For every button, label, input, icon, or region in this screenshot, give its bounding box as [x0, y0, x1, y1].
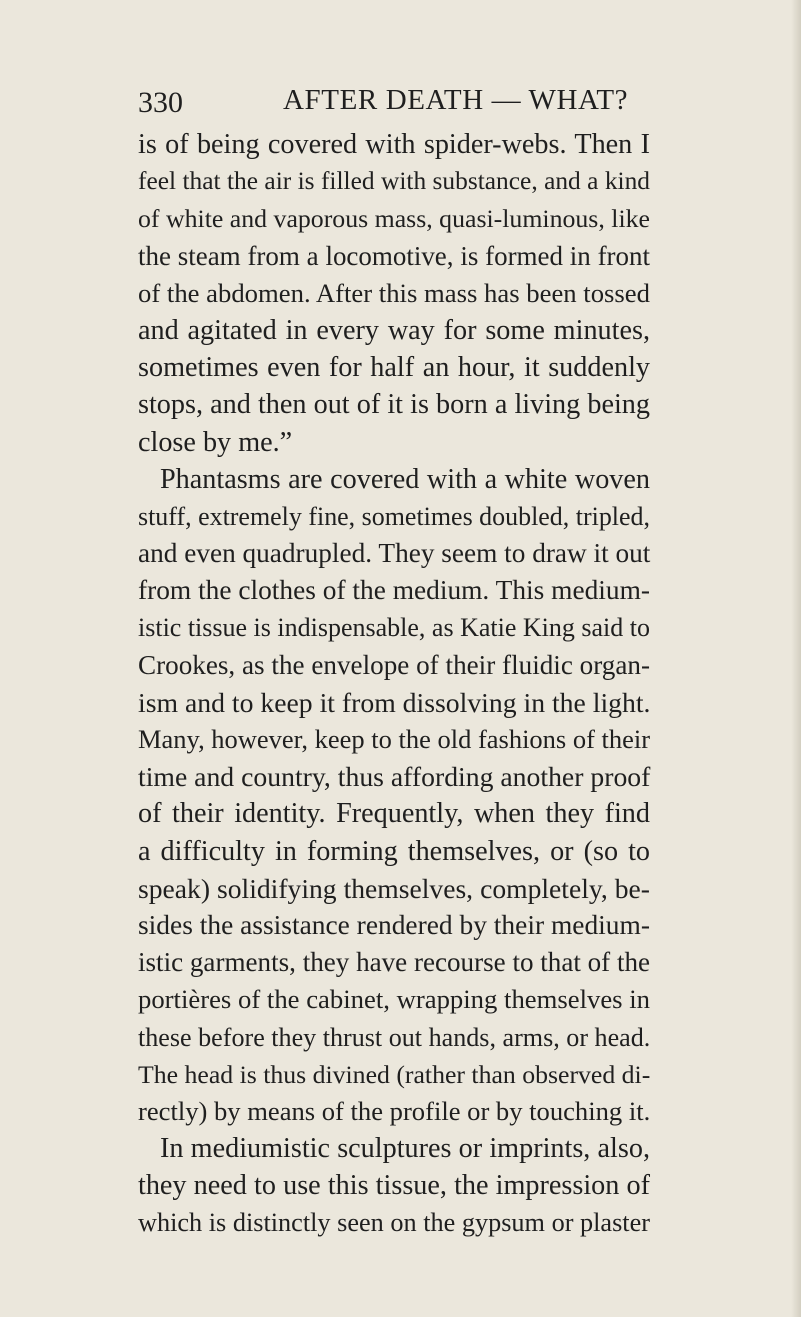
text-line: time and country, thus affording another proof — [138, 761, 651, 793]
text-line: a difficulty in forming themselves, or (so to — [138, 835, 650, 867]
text-line: Many, however, keep to the old fashions of their — [138, 724, 651, 754]
text-line: these before they thrust out hands, arms, or head. — [138, 1022, 651, 1052]
text-line: istic tissue is indispensable, as Katie King said to — [138, 613, 650, 643]
running-title: AFTER DEATH — WHAT? — [283, 84, 629, 116]
text-line: the steam from a locomotive, is formed in front — [138, 240, 650, 271]
text-line: of their identity. Frequently, when they find — [138, 798, 650, 830]
page-edge-shadow — [791, 0, 801, 1317]
text-line: and agitated in every way for some minutes, — [138, 314, 650, 346]
text-line: they need to use this tissue, the impression of — [138, 1170, 650, 1202]
text-line: portières of the cabinet, wrapping themselves in — [138, 984, 650, 1015]
text-line: sides the assistance rendered by their medium- — [138, 909, 651, 940]
page-header — [138, 84, 648, 124]
text-line: rectly) by means of the profile or by touching it. — [138, 1095, 651, 1126]
body-text — [138, 126, 650, 1242]
text-line: and even quadrupled. They seem to draw it out — [138, 538, 651, 569]
paragraph-start-line: Phantasms are covered with a white woven — [160, 463, 650, 495]
text-line: of white and vaporous mass, quasi-luminous, like — [138, 204, 650, 234]
text-line: of the abdomen. After this mass has been tossed — [138, 277, 650, 308]
text-line: stuff, extremely fine, sometimes doubled, tripled, — [138, 501, 650, 531]
text-line: speak) solidifying themselves, completely, be- — [138, 872, 650, 904]
text-line: istic garments, they have recourse to that of the — [138, 947, 651, 978]
page-number: 330 — [138, 86, 183, 119]
text-line: feel that the air is filled with substance, and a kind — [138, 167, 650, 196]
paragraph-start-line: In mediumistic sculptures or imprints, also, — [160, 1133, 650, 1165]
text-line: Crookes, as the envelope of their fluidic organ- — [138, 649, 650, 680]
text-line: stops, and then out of it is born a living being — [138, 389, 650, 421]
text-line: close by me.” — [138, 426, 293, 458]
text-line: ism and to keep it from dissolving in the light. — [138, 686, 651, 718]
text-line: sometimes even for half an hour, it suddenly — [138, 352, 650, 384]
text-line: from the clothes of the medium. This medium- — [138, 575, 650, 606]
text-line: is of being covered with spider-webs. Then I — [138, 129, 650, 160]
text-line: which is distinctly seen on the gypsum or plaster — [138, 1208, 650, 1238]
text-line: The head is thus divined (rather than observed di- — [138, 1059, 651, 1089]
